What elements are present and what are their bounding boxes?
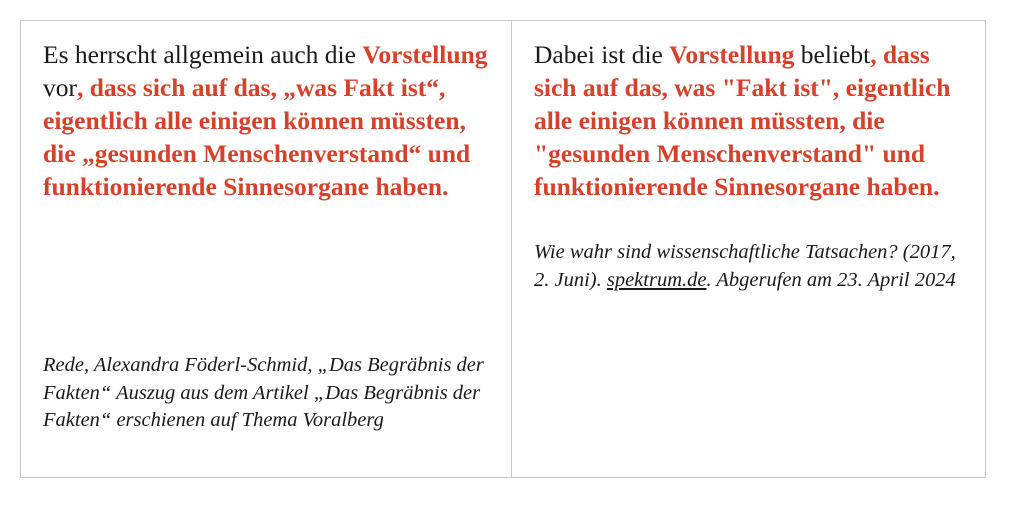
quote-text-left [43, 39, 489, 203]
quote-left-segment-2: Vorstellung [362, 40, 488, 69]
source-right-after: . Abgerufen am 23. April 2024 [706, 269, 956, 292]
source-citation-left: Rede, Alexandra Föderl-Schmid, „Das Begräbnis der Fakten“ Auszug aus dem Artikel „Das Begräbnis der Fakten“ erschienen auf Thema Voralberg [43, 353, 484, 432]
table-cell-left [21, 21, 512, 477]
quote-left-segment-4: , dass sich auf das, „was Fakt ist“, eigentlich alle einigen können müssten, die „gesunden Menschenverstand“ und funktionierende Sinnesorgane haben. [43, 72, 471, 201]
two-column-table [20, 20, 986, 478]
quote-right-segment-1: Dabei ist die [533, 40, 670, 69]
source-citation-right [534, 239, 963, 294]
quote-right-segment-2: Vorstellung [669, 40, 795, 69]
quote-left-segment-1: Es herrscht allgemein auch die [43, 40, 363, 69]
right-spacer [534, 295, 963, 467]
quote-text-right [534, 39, 963, 203]
table-cell-right [512, 21, 985, 477]
quote-right-segment-3: beliebt [794, 40, 871, 69]
source-right-link[interactable]: spektrum.de [606, 269, 707, 292]
source-right-before: Wie wahr sind wissenschaftliche Tatsachen? (2017, 2. Juni). [533, 241, 956, 292]
quote-left-segment-3: vor [43, 72, 77, 102]
quote-right-segment-4: , dass sich auf das, was "Fakt ist", eigentlich alle einigen können müssten, die "gesunden Menschenverstand" und funktionierende Sinnesorgane haben. [533, 40, 951, 201]
left-spacer [43, 203, 489, 298]
